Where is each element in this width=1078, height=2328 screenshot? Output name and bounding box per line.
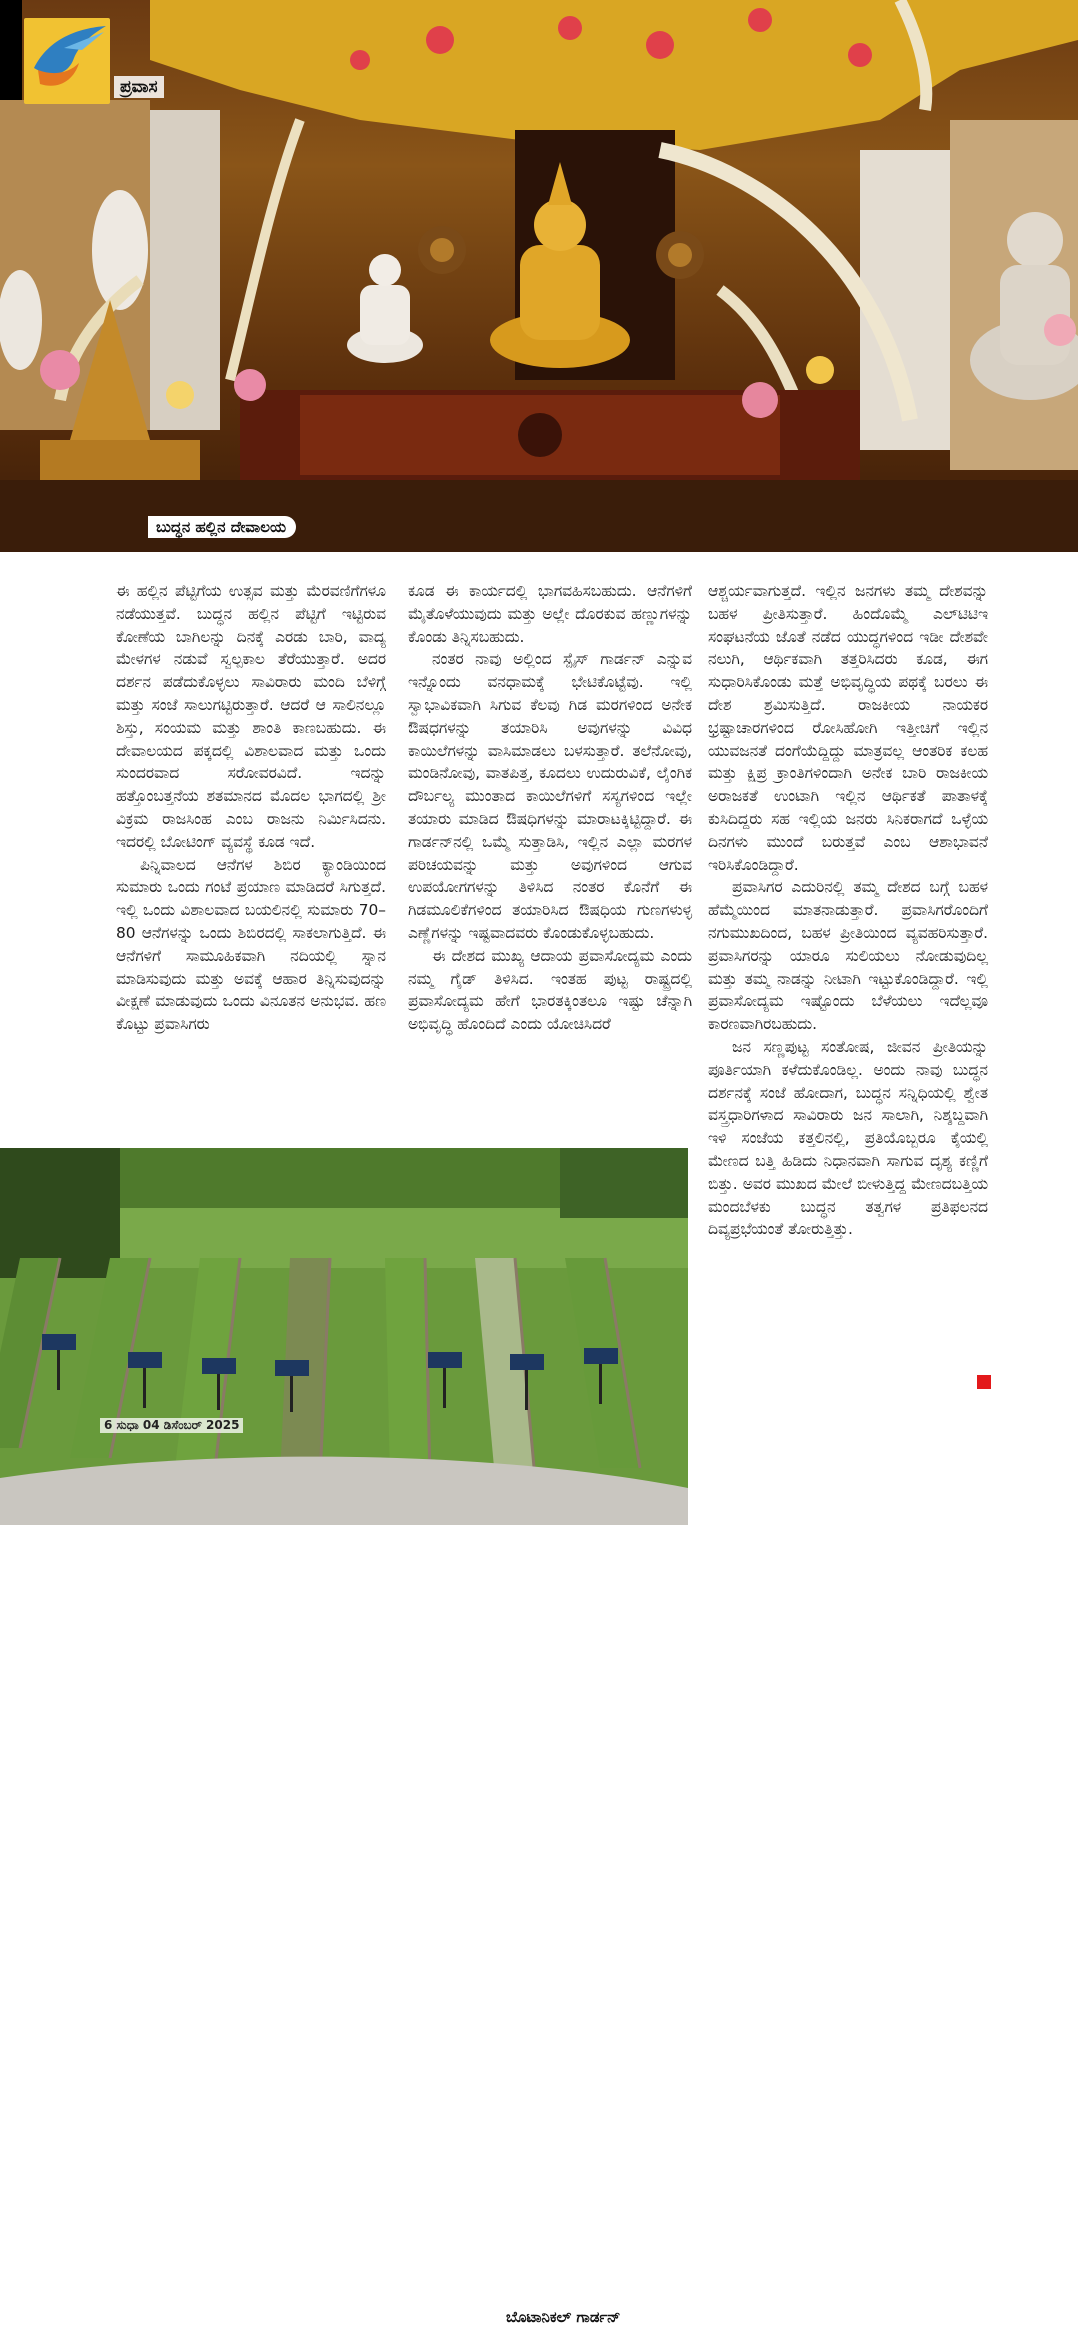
paragraph: ಪ್ರವಾಸಿಗರ ಎದುರಿನಲ್ಲಿ ತಮ್ಮ ದೇಶದ ಬಗ್ಗೆ ಬಹಳ ಹೆಮ್ಮೆಯಿಂದ ಮಾತನಾಡುತ್ತಾರೆ. ಪ್ರವಾಸಿಗರೊಂದಿಗೆ ನಗುಮುಖದಿಂದ, ಬಹಳ ಪ್ರೀತಿಯಿಂದ ವ್ಯವಹರಿಸುತ್ತಾರೆ. ಪ್ರವಾಸಿಗರನ್ನು ಯಾರೂ ಸುಲಿಯಲು ನೋಡುವುದಿಲ್ಲ ಮತ್ತು ತಮ್ಮ ನಾಡನ್ನು ನೀಟಾಗಿ ಇಟ್ಟುಕೊಂಡಿದ್ದಾರೆ. ಇಲ್ಲಿ ಪ್ರವಾಸೋದ್ಯಮ ಇಷ್ಟೊಂದು ಬೆಳೆಯಲು ಇದೆಲ್ಲವೂ ಕಾರಣವಾಗಿರಬಹುದು. — [708, 878, 988, 1034]
article-column-3 — [708, 580, 988, 1241]
garden-photo-caption: ಬೊಟಾನಿಕಲ್ ಗಾರ್ಡನ್ — [496, 2306, 630, 2328]
page-folio — [100, 1418, 243, 1433]
article-column-2 — [408, 580, 692, 1036]
paragraph: ಆಶ್ಚರ್ಯವಾಗುತ್ತದೆ. ಇಲ್ಲಿನ ಜನಗಳು ತಮ್ಮ ದೇಶವನ್ನು ಬಹಳ ಪ್ರೀತಿಸುತ್ತಾರೆ. ಹಿಂದೊಮ್ಮೆ ಎಲ್‌ಟಿಟಿಇ ಸಂಘಟನೆಯ ಜೊತೆ ನಡೆದ ಯುದ್ಧಗಳಿಂದ ಇಡೀ ದೇಶವೇ ನಲುಗಿ, ಆರ್ಥಿಕವಾಗಿ ತತ್ತರಿಸಿದರು ಕೂಡ, ಈಗ ಸುಧಾರಿಸಿಕೊಂಡು ಮತ್ತೆ ಅಭಿವೃದ್ಧಿಯ ಪಥಕ್ಕೆ ಬರಲು ಈ ದೇಶ ಶ್ರಮಿಸುತ್ತಿದೆ. ರಾಜಕೀಯ ನಾಯಕರ ಭ್ರಷ್ಟಾಚಾರಗಳಿಂದ ರೋಸಿಹೋಗಿ ಇತ್ತೀಚಿಗೆ ಇಲ್ಲಿನ ಯುವಜನತೆ ದಂಗೆಯೆದ್ದಿದ್ದು ಮಾತ್ರವಲ್ಲ ಆಂತರಿಕ ಕಲಹ ಮತ್ತು ಕ್ಷಿಪ್ರ ಕ್ರಾಂತಿಗಳಿಂದಾಗಿ ಅನೇಕ ಬಾರಿ ರಾಜಕೀಯ ಅರಾಜಕತೆ ಉಂಟಾಗಿ ಇಲ್ಲಿನ ಆರ್ಥಿಕತೆ ಪಾತಾಳಕ್ಕೆ ಕುಸಿದಿದ್ದರು ಸಹ ಇಲ್ಲಿಯ ಜನರು ಸಿನಿಕರಾಗದೆ ಒಳ್ಳೆಯ ದಿನಗಳು ಮುಂದೆ ಬರುತ್ತವೆ ಎಂಬ ಆಶಾಭಾವನೆ ಇರಿಸಿಕೊಂಡಿದ್ದಾರೆ. — [708, 582, 988, 874]
paragraph: ನಂತರ ನಾವು ಅಲ್ಲಿಂದ ಸ್ಪೈಸ್ ಗಾರ್ಡನ್ ಎನ್ನುವ ಇನ್ನೊಂದು ವನಧಾಮಕ್ಕೆ ಭೇಟಿಕೊಟ್ಟೆವು. ಇಲ್ಲಿ ಸ್ವಾಭಾವಿಕವಾಗಿ ಸಿಗುವ ಕೆಲವು ಗಿಡ ಮರಗಳಿಂದ ಅನೇಕ ಔಷಧಗಳನ್ನು ತಯಾರಿಸಿ ಅವುಗಳನ್ನು ವಿವಿಧ ಕಾಯಿಲೆಗಳನ್ನು ವಾಸಿಮಾಡಲು ಬಳಸುತ್ತಾರೆ. ತಲೆನೋವು, ಮಂಡಿನೋವು, ವಾತಪಿತ್ತ, ಕೂದಲು ಉದುರುವಿಕೆ, ಲೈಂಗಿಕ ದೌರ್ಬಲ್ಯ ಮುಂತಾದ ಕಾಯಿಲೆಗಳಿಗೆ ಸಸ್ಯಗಳಿಂದ ಇಲ್ಲೇ ತಯಾರು ಮಾಡಿದ ಔಷಧಿಗಳನ್ನು ಮಾರಾಟಕ್ಕಿಟ್ಟಿದ್ದಾರೆ. ಈ ಗಾರ್ಡನ್‌ನಲ್ಲಿ ಒಮ್ಮೆ ಸುತ್ತಾಡಿಸಿ, ಇಲ್ಲಿನ ಎಲ್ಲಾ ಮರಗಳ ಪರಿಚಯವನ್ನು ಮತ್ತು ಅವುಗಳಿಂದ ಆಗುವ ಉಪಯೋಗಗಳನ್ನು ತಿಳಿಸಿದ ನಂತರ ಕೊನೆಗೆ ಈ ಗಿಡಮೂಲಿಕೆಗಳಿಂದ ತಯಾರಿಸಿದ ಔಷಧಿಯ ಗುಣಗಳುಳ್ಳ ಎಣ್ಣೆಗಳನ್ನು ಇಷ್ಟವಾದವರು ಕೊಂಡುಕೊಳ್ಳಬಹುದು. — [408, 650, 692, 942]
garden-illustration — [0, 1148, 688, 1525]
temple-photo — [0, 0, 1078, 552]
section-tag: ಪ್ರವಾಸ — [114, 76, 164, 98]
garden-photo — [0, 1148, 688, 2326]
bird-logo-icon — [24, 18, 110, 104]
paragraph: ಜನ ಸಣ್ಣಪುಟ್ಟ ಸಂತೋಷ, ಜೀವನ ಪ್ರೀತಿಯನ್ನು ಪೂರ್ತಿಯಾಗಿ ಕಳೆದುಕೊಂಡಿಲ್ಲ. ಅಂದು ನಾವು ಬುದ್ಧನ ದರ್ಶನಕ್ಕೆ ಸಂಜೆ ಹೋದಾಗ, ಬುದ್ಧನ ಸನ್ನಿಧಿಯಲ್ಲಿ ಶ್ವೇತ ವಸ್ತ್ರಧಾರಿಗಳಾದ ಸಾವಿರಾರು ಜನ ಸಾಲಾಗಿ, ನಿಶ್ಶಬ್ದವಾಗಿ ಇಳಿ ಸಂಜೆಯ ಕತ್ತಲಿನಲ್ಲಿ, ಪ್ರತಿಯೊಬ್ಬರೂ ಕೈಯಲ್ಲಿ ಮೇಣದ ಬತ್ತಿ ಹಿಡಿದು ನಿಧಾನವಾಗಿ ಸಾಗುವ ದೃಶ್ಯ ಕಣ್ಣಿಗೆ ಬಿತ್ತು. ಅವರ ಮುಖದ ಮೇಲೆ ಬೀಳುತ್ತಿದ್ದ ಮೇಣದಬತ್ತಿಯ ಮಂದಬೆಳಕು ಬುದ್ಧನ ತತ್ವಗಳ ಪ್ರತಿಫಲನದ ದಿವ್ಯಪ್ರಭೆಯಂತೆ ತೋರುತ್ತಿತ್ತು. — [708, 1037, 988, 1239]
paragraph: ಈ ಹಲ್ಲಿನ ಪೆಟ್ಟಿಗೆಯ ಉತ್ಸವ ಮತ್ತು ಮೆರವಣಿಗೆಗಳೂ ನಡೆಯುತ್ತವೆ. ಬುದ್ಧನ ಹಲ್ಲಿನ ಪೆಟ್ಟಿಗೆ ಇಟ್ಟಿರುವ ಕೋಣೆಯ ಬಾಗಿಲನ್ನು ದಿನಕ್ಕೆ ಎರಡು ಬಾರಿ, ವಾದ್ಯ ಮೇಳಗಳ ನಡುವೆ ಸ್ವಲ್ಪಕಾಲ ತೆರೆಯುತ್ತಾರೆ. ಅದರ ದರ್ಶನ ಪಡೆದುಕೊಳ್ಳಲು ಸಾವಿರಾರು ಮಂದಿ ಬೆಳಿಗ್ಗೆ ಮತ್ತು ಸಂಜೆ ಸಾಲುಗಟ್ಟಿರುತ್ತಾರೆ. ಆದರೆ ಆ ಸಾಲಿನಲ್ಲೂ ಶಿಸ್ತು, ಸಂಯಮ ಮತ್ತು ಶಾಂತಿ ಕಾಣಬಹುದು. ಈ ದೇವಾಲಯದ ಪಕ್ಕದಲ್ಲಿ ವಿಶಾಲವಾದ ಮತ್ತು ಒಂದು ಸುಂದರವಾದ ಸರೋವರವಿದೆ. ಇದನ್ನು ಹತ್ತೊಂಬತ್ತನೆಯ ಶತಮಾನದ ಮೊದಲ ಭಾಗದಲ್ಲಿ ಶ್ರೀ ವಿಕ್ರಮ ರಾಜಸಿಂಹ ಎಂಬ ರಾಜನು ನಿರ್ಮಿಸಿದನು. ಇದರಲ್ಲಿ ಬೋಟಿಂಗ್ ವ್ಯವಸ್ಥೆ ಕೂಡ ಇದೆ. — [116, 582, 386, 851]
page-number: 6 — [104, 1418, 113, 1432]
article-column-1 — [116, 580, 386, 1036]
issue-date: ಸುಧಾ 04 ಡಿಸೆಂಬರ್ 2025 — [116, 1418, 240, 1432]
paragraph: ಪಿನ್ನಿವಾಲದ ಆನೆಗಳ ಶಿಬಿರ ಕ್ಯಾಂಡಿಯಿಂದ ಸುಮಾರು ಒಂದು ಗಂಟೆ ಪ್ರಯಾಣ ಮಾಡಿದರೆ ಸಿಗುತ್ತದೆ. ಇಲ್ಲಿ ಒಂದು ವಿಶಾಲವಾದ ಬಯಲಿನಲ್ಲಿ ಸುಮಾರು 70–80 ಆನೆಗಳನ್ನು ಒಂದು ಶಿಬಿರದಲ್ಲಿ ಸಾಕಲಾಗುತ್ತಿದೆ. ಈ ಆನೆಗಳಿಗೆ ಸಾಮೂಹಿಕವಾಗಿ ನದಿಯಲ್ಲಿ ಸ್ನಾನ ಮಾಡಿಸುವುದು ಮತ್ತು ಅವಕ್ಕೆ ಆಹಾರ ತಿನ್ನಿಸುವುದನ್ನು ವೀಕ್ಷಣೆ ಮಾಡುವುದು ಒಂದು ವಿನೂತನ ಅನುಭವ. ಹಣ ಕೊಟ್ಟು ಪ್ರವಾಸಿಗರು — [116, 855, 386, 1034]
logo-side-bar — [0, 0, 22, 100]
article-end-mark — [977, 1375, 991, 1389]
paragraph: ಕೂಡ ಈ ಕಾರ್ಯದಲ್ಲಿ ಭಾಗವಹಿಸಬಹುದು. ಆನೆಗಳಿಗೆ ಮೈತೊಳೆಯುವುದು ಮತ್ತು ಅಲ್ಲೇ ದೊರಕುವ ಹಣ್ಣುಗಳನ್ನು ಕೊಂಡು ತಿನ್ನಿಸಬಹುದು. — [408, 582, 692, 646]
temple-photo-caption: ಬುದ್ಧನ ಹಲ್ಲಿನ ದೇವಾಲಯ — [148, 516, 296, 538]
paragraph: ಈ ದೇಶದ ಮುಖ್ಯ ಆದಾಯ ಪ್ರವಾಸೋದ್ಯಮ ಎಂದು ನಮ್ಮ ಗೈಡ್ ತಿಳಿಸಿದ. ಇಂತಹ ಪುಟ್ಟ ರಾಷ್ಟ್ರದಲ್ಲಿ ಪ್ರವಾಸೋದ್ಯಮ ಹೇಗೆ ಭಾರತಕ್ಕಿಂತಲೂ ಇಷ್ಟು ಚೆನ್ನಾಗಿ ಅಭಿವೃದ್ಧಿ ಹೊಂದಿದೆ ಎಂದು ಯೋಚಿಸಿದರೆ — [408, 946, 692, 1034]
